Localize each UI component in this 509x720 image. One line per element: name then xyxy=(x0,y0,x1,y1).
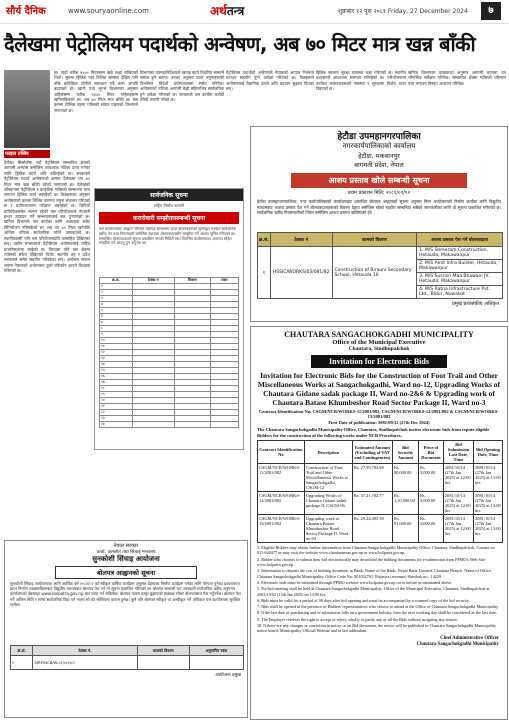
ch-th: Price of Bid Document xyxy=(418,441,443,464)
ch-note: 8. If the last date of purchasing and or submission falls on a government holiday, then the next working day shall be considered as the last date. xyxy=(257,610,497,616)
bn-project: सुनकोशी सिंचाइ आयोजना xyxy=(92,555,160,563)
ch-main-title: Invitation for Electronic Bids for the Construction of Foot Trail and Other Miscellaneous Works at Sangachokgadhi, Ward no-12, Upgrading Works of Chautara Gidane sadak package II, Ward no-2&6 & Upgrading work of Chautara Batase Khumbeshor Road Sector Package II, Ward no-3 xyxy=(257,371,501,407)
het-office-sub: नगरकार्यपालिकाको कार्यालय xyxy=(342,142,416,150)
ch-th: Bid Opening Date, Time xyxy=(474,441,503,464)
article-column-1: दैलेख। सिलोर्जमा नयाँ पेट्रोलियम सम्भावित क्षेत्रको आगामी अभ्यास बमोजिम आवश्यक नतिजा प्राप्त गर्नका लागि ड्रिलिङ कार्य अघि बढिरहेको छ। सरकारले पेट्रोलियम पदार्थ अन्वेषणको क्रममा दैलेखमा थप ७० मिटर मात्र खन्न बाँकी रहेको जनाएको छ। दैलेखको श्रीस्थानमा पेट्रोलियम र प्राकृतिक ग्याँसको सम्भावना पत्ता लगाउन ड्रिलिङ कार्य भइरहेको छ। विज्ञहरूका अनुसार अन्वेषणको क्रममा विभिन्न चरणमा नमुना संकलन गरिएको छ र प्रयोगशालामा परीक्षण भइरहेको छ। चिनियाँ प्राविधिकसमेत संलग्न रहेको यस परियोजनाले नेपालमै इन्धन उत्पादन गर्ने सम्भावनालाई बल पुर्‍याएको छ। खनिज विभागले यस कार्यका लागि आवश्यक बजेट विनियोजन गरिसकेको छ। अब थप ७० मिटर खनेपछि अन्तिम नतिजा सार्वजनिक गरिने जनाइएको छ। स्थानीयवासी पनि यस परियोजनाप्रति उत्साहित देखिएका छन्। उद्योग मन्त्रालयले पेट्रोलियम अन्वेषणलाई राष्ट्रिय प्राथमिकतामा राखेको छ। विगतमा पनि यस क्षेत्रमा ग्याँसको संकेत देखिएको थियो। स्थानीय तह र प्रदेश सरकारले समेत सहयोग गरिरहेका छन्। अन्वेषण सफल भएमा नेपालको अर्थतन्त्रमा ठूलो परिवर्तन आउने विश्वास गरिएको छ। xyxy=(4,160,90,274)
ch-cell: Rs. 37,21,782.77 xyxy=(352,492,392,515)
notice-subheading: राष्ट्रिय निर्माण कम्पनी xyxy=(153,203,185,208)
het-table xyxy=(257,232,503,299)
ch-note: 10. If there are any changes or correction in notice or on Bid document, the notice will be published in Chautara Sangachokgadhi Municipality notice board, Municipality Official Website and in bid addendum. xyxy=(257,623,497,634)
het-office-name: हेटौडा उपमहानगरपालिका xyxy=(337,132,421,142)
ch-th: Bid Security Amount xyxy=(392,441,418,464)
ch-contract-ids: Contract Identification No: CSGM/NCB/WORKS-11/2081/082, CSGM/NCB/WORKS-12/2081/082 & CSGM/NCB/WORKS-13/2081/082 xyxy=(259,409,499,419)
ch-cell: Rs. 27,99,784.98 xyxy=(352,464,392,492)
het-bidder-3: 3. M/S Susrisri Maa Bhawani JV, Hetauda, Makawanpur xyxy=(417,273,503,286)
bn-cell xyxy=(137,656,189,670)
ch-cell: Rs. 3,000.00 xyxy=(418,515,443,543)
photo-caption: फाइल तस्बिर xyxy=(4,150,50,158)
notice-heading: सार्वजनिक सूचना xyxy=(95,189,243,201)
table-row xyxy=(258,492,503,515)
hetauda-notice xyxy=(250,126,508,322)
het-notice-title: आशय प्रस्ताव खोले सम्बन्धी सूचना xyxy=(291,173,467,188)
ch-cell: Rs. 91,000.00 xyxy=(392,515,418,543)
ch-municipality: CHAUTARA SANGACHOKGADHI MUNICIPALITY xyxy=(284,330,474,339)
ch-bid-table xyxy=(257,440,503,543)
article-column-4: पेट्रोलियम पदार्थको अन्वेषणले नेपालको आयात निर्भरता घटाउन सहयोग पुग्ने अपेक्षा गरिएको छ। विज्ञहरूले अन्वेषणलाई वैज्ञानिक ढंगले अघि बढाउन सुझाव दिएका छन्। xyxy=(226,70,314,92)
ch-cell: 2081/10/14 (27th Jan 2025) at 13:00 hrs xyxy=(474,515,503,543)
het-body-text: हेटौडा उपमहानगरपालिका, नगर कार्यपालिकाको कार्यालयबाट प्रकाशित बोलपत्र आह्वानको सूचना अनुसार निम्न आयोजनाको निर्माण कार्यका लागि विद्युतीय माध्यमबाट आशय प्रस्ताव पेश गर्ने बोलपत्रदाताहरूको विवरण देहाय बमोजिम रहेको व्यहोरा सम्बन्धित सबैको जानकारीका लागि यो सूचना प्रकाशित गरिएको छ। सार्वजनिक खरिद नियमावलीको नियम बमोजिम आशय प्रस्ताव खोलिएको हो। xyxy=(257,199,501,216)
notice-table: क्र.सं. ठेक्का नं विवरण रकम १ २ ३ ४ ५ ६ ७ ८ ९ १० ११ १२ १३ १४ १५ १६ १७ १८ १९ २० २१ २२ २३ २४ xyxy=(99,277,239,428)
ch-cell: 2081/10/14 (27th Jan 2025) at 12:00 hrs xyxy=(443,464,473,492)
bn-cell xyxy=(189,656,243,670)
article-column-6: खनिज विभागका प्रवक्ताका अनुसार आगामी चरणमा थप भौगर्भिक सर्वेक्षण गरिनेछ। सम्भावित क्षेत्रमा ग्याँसको परिमाण पत्ता लगाउन विस्तृत अध्ययन गरिनेछ। xyxy=(408,70,506,86)
ch-cell: CSGM/NCB/WORKS-12/2081/082 xyxy=(258,492,305,515)
ch-th: Contract Identification No xyxy=(258,441,305,464)
notice-body: यस कार्यालयबाट आह्वान गरिएको बोलपत्र सम्बन्धमा प्राप्त बोलपत्रहरूको मूल्याङ्कन पश्चात सार्वजनिक खरिद ऐन तथा नियमावली बमोजिम देहायका बोलपत्रदातासँग सम्झौता गर्ने आशय सूचित गरिएको छ। सम्बन्धित बोलपत्रदाताले सूचना प्रकाशित भएको मितिले सात दिनभित्र कार्यसम्पादन जमानत सहित सम्झौता गर्न आउनु हुन अनुरोध छ। xyxy=(99,227,237,246)
article-column-3: विभागका उपमहानिर्देशकले खनाइ कार्य निर्धारित समयमै सम्पन्न हुने बताए। उनका अनुसार प्राप्त नमुनाहरूको विश्लेषण विदेशी प्रयोगशालामा समेत गरिनेछ। अन्वेषणको नतिजा आगामी केही महिनाभित्र सार्वजनिक हुने अपेक्षा गरिएको छ। सरकारले यस कार्यमा करोडौं रुपैयाँ लगानी गरेको छ। xyxy=(140,70,224,103)
ch-cell: CSGM/NCB/WORKS-11/2081/082 xyxy=(258,464,305,492)
ch-note: 1. Eligible Bidders may obtain further information from Chautara Sangachokgadhi Municipality Office, Chautara, Sindhupalchok, Contact no 011-620477 or may visit the website www.chautaramun.gov.np or www.bolpatra.gov.np. xyxy=(257,545,495,556)
chautara-notice xyxy=(250,326,508,720)
ch-cell: Upgrading work of Chautara Batase Khumbeshor Road Sector Package II, Ward no-03 xyxy=(304,515,352,543)
bn-col: ठेक्का नं. xyxy=(33,646,137,656)
table-row xyxy=(11,656,244,670)
het-bidder-2: 2. M/S Amit Infra Builder, Hetauda, Makawanpur xyxy=(417,260,503,273)
ch-note: 7. Bids shall be opened in the presence of Bidders' representatives who choose to attend at the Office of Chautara Sangachokgadhi Municipality. xyxy=(257,604,499,610)
ch-cell: Rs. 29,24,495.58 xyxy=(352,515,392,543)
ch-note: 9. The Employer reserves the right to accept or reject, wholly or partly any or all the Bids without assigning any reason. xyxy=(257,616,458,622)
contract-notice xyxy=(94,188,244,450)
ch-note: 2. Bidder who chooses to submit their bid electronically may download the bidding documents for e-submission from PPMO's Web Site www.bolpatra.gov.np. xyxy=(257,556,486,568)
het-bidder-4: 4. M/S Ratna Infrastructure Pvt. Ltd., Bidur, Nuwakot xyxy=(417,286,503,299)
het-col-id: ठेक्का नं xyxy=(270,233,332,247)
ch-cell: Construction of Foot Trail and Other Miscellaneous Works at Sangachokgadhi, CSGM-12 xyxy=(304,464,352,492)
ch-first-publication: First Date of publication: 2081/09/12 (27th Dec 2024) xyxy=(328,420,430,425)
bn-signature: आयोजना प्रमुख xyxy=(215,673,241,678)
het-office-location: हेटौडा, मकवानपुर xyxy=(358,152,400,160)
article-column-2: छ। त्यहाँ करिब ४५०० मिटरसम्म खन्ने लक्ष्य राखिएको थियो। सुरुमा ड्रिलिङ गर्दा विभिन्न समस्या देखिए पनि पछि प्राविधिक टोलीले समाधान गर्दै काम अगाडि बढाएको हो। खानी तथा भूगर्भ विभागका अनुसार अहिलेसम्म करिब ४४३० मिटर गहिराइसम्म खनिसकिएको छ। अब ७० मिटर मात्र बाँकी छ। यस क्रममा विभिन्न तहमा ग्याँसको संकेत पाइएको विभागले जनाएको छ। xyxy=(54,70,138,113)
issue-date: शुक्रबार १२ पुस २०८१ Friday, 27 December 2024 xyxy=(338,8,468,15)
ch-cell: Upgrading Works of Chautara Gidane sadak package II, CSGM-06 xyxy=(304,492,352,515)
ch-note: 6. Bids must be valid for a period of 90 days after bid opening and must be accompanied by a scanned copy of the bid security. xyxy=(257,597,470,603)
article-column-5: ड्रिलिङ स्थलमा सुरक्षा व्यवस्था कडा गरिएको छ। स्थानीय प्रशासनले आवश्यक समन्वय गरिरहेको छ। परियोजनामा कार्यरत कामदारहरूको स्वास्थ्य र सुरक्षामा विशेष ध्यान दिइएको छ। xyxy=(316,70,406,92)
het-row-id: HSSIC/WORKS/03/081/82 xyxy=(270,247,332,299)
het-signature: प्रमुख प्रशासकीय अधिकृत xyxy=(452,301,499,307)
bn-cell: १ xyxy=(11,656,33,670)
ch-band-title: Invitation for Electronic Bids xyxy=(311,355,447,368)
ch-signature xyxy=(259,636,499,648)
page-header xyxy=(0,0,509,24)
irrigation-notice xyxy=(4,540,248,718)
het-bidder-1: 1. M/S Shreeram Construction, Hetauda, Makawanpur xyxy=(417,247,503,260)
ch-cell: 2081/10/14 (27th Jan 2025) at 13:00 hrs xyxy=(475,493,501,514)
bn-cell: SIRP/NCB/W-०१/०८१/८२ xyxy=(33,656,137,670)
page-number: ७ xyxy=(481,2,501,20)
ch-note: 5. Pre-bid meeting shall be held at Chautara Sangachokgadhi Municipality, Office of the Municipal Executive, Chautara, Sindhupalchok at 2081/10/02 (15th Jan 2025) on 13:00 hrs. xyxy=(257,586,490,597)
ch-th: Description xyxy=(304,441,352,464)
ch-intro: The Chautara Sangachokgadhi Municipality Office, Chautara, Sindhupalchok invites electronic bids from repute eligible Bidders for the construction of the following works under NCB Procedures. xyxy=(257,427,490,438)
ch-note: 4. Electronic bids must be submitted through PPMO website www.bolpatra.gov.np on or before as mentioned above. xyxy=(257,579,453,585)
ch-cell: 2081/10/14 (27th Jan 2025) at 12:00 hrs xyxy=(443,515,473,543)
het-row-sn: १ xyxy=(258,247,271,299)
ch-office: Office of the Municipal Executive xyxy=(332,339,426,346)
bn-ministry: ऊर्जा, जलस्रोत तथा सिंचाइ मन्त्रालय xyxy=(96,550,156,555)
ch-cell: Rs. 90,000.00 xyxy=(392,464,418,492)
section-title-a: अर्थ xyxy=(210,4,227,18)
ch-note: 3. Information to deposit the cost of bidding document in Bank: Name of the Bank: Nepal Bank Limited, Chautara Branch. Name of Office: Chautara Sangachokgadhi Municipality. Office Code No: 801032701. Rajaswa (revenue) Shirshak no.: 14229 xyxy=(257,568,492,579)
ch-cell: Rs. 3,000.00 xyxy=(418,492,443,515)
het-row-desc: Construction of Birauni Secondary School, Hetauda 16 xyxy=(332,247,417,299)
section-title xyxy=(210,2,244,19)
bn-col: अनुमानित रकम xyxy=(189,646,243,656)
table-row xyxy=(258,515,503,543)
bn-title: बोलपत्र आह्वानको सूचना xyxy=(55,566,197,579)
ch-notes xyxy=(257,545,501,633)
bn-col: कामको विवरण xyxy=(137,646,189,656)
bn-gov: नेपाल सरकार xyxy=(113,543,139,549)
het-office-province: बागमती प्रदेश, नेपाल xyxy=(354,161,404,169)
main-headline: दैलेखमा पेट्रोलियम पदार्थको अन्वेषण, अब ७० मिटर मात्र खन्न बाँकी xyxy=(4,32,476,56)
het-col-desc: कामको विवरण xyxy=(332,233,417,247)
ch-sign-title: Chief Administrative Officer xyxy=(440,635,499,641)
table-row xyxy=(258,464,503,492)
brand-name: सौर्य दैनिक xyxy=(6,6,46,17)
het-col-sn: क्र.सं. xyxy=(258,233,271,247)
ch-cell: Rs. 1,10,000.00 xyxy=(392,492,418,515)
ch-location: Chautara, Sindhupalchok xyxy=(348,346,410,352)
website-url[interactable]: www.souryaonline.com xyxy=(68,7,149,15)
bn-table xyxy=(10,645,244,670)
het-publish-date: प्रथम प्रकाशन मिति: २०८१/०९/१२ xyxy=(347,190,411,196)
ch-th: Bid Submission Last Date, Time xyxy=(443,441,473,464)
ch-th: Estimated Amount (Excluding of VAT and Contingencies) xyxy=(352,441,392,464)
ch-cell: 2081/10/14 (27th Jan 2025) at 12:00 hrs xyxy=(443,492,473,515)
ch-cell: 2081/10/14 (27th Jan 2025) at 13:00 hrs xyxy=(474,464,503,492)
bn-col: क्र.सं. xyxy=(11,646,33,656)
ch-cell: Rs. 3,000.00 xyxy=(418,464,443,492)
bn-body: सुनकोशी सिंचाइ आयोजनाका लागि आर्थिक वर्ष २०८१/८२ को स्वीकृत वार्षिक कार्यक्रम अनुसार देहायका निर्माण कार्यहरू गर्नका लागि योग्यता पुगेका इजाजतपत्र प्राप्त निर्माण व्यवसायीहरूबाट विद्युतीय माध्यमबाट बोलपत्र पेश गर्न यो सूचना प्रकाशित गरिएको छ। बोलपत्र सम्बन्धी थप जानकारी सार्वजनिक खरिद अनुगमन कार्यालयको वेबसाइट www.bolpatra.gov.np बाट प्राप्त गर्न सकिनेछ। बोलपत्र फारम दस्तुर बुझाएको सक्कल भौचर बोलपत्रसाथ पेश गर्नुपर्नेछ। बोलपत्र पेश गर्ने अन्तिम मिति र समय सार्वजनिक विदा पर्न गएमा सो को भोलिपल्ट कायम हुनेछ। कुनै पनि बोलपत्र स्वीकृत वा अस्वीकृत गर्ने अधिकार यस कार्यालयमा सुरक्षित रहनेछ। xyxy=(10,581,241,607)
ch-cell: CSGM/NCB/WORKS-13/2081/082 xyxy=(258,515,305,543)
notice-title: करारोवारी सम्झौतासम्बन्धी सूचना xyxy=(99,212,239,224)
het-col-bidders: आशय प्रस्ताव पेश गर्ने बोलपत्रदाता xyxy=(417,233,503,247)
ch-sign-office: Chautara Sangachokgadhi Municipality xyxy=(416,641,499,647)
section-title-b: तन्त्र xyxy=(226,4,245,18)
news-photo xyxy=(4,70,50,148)
